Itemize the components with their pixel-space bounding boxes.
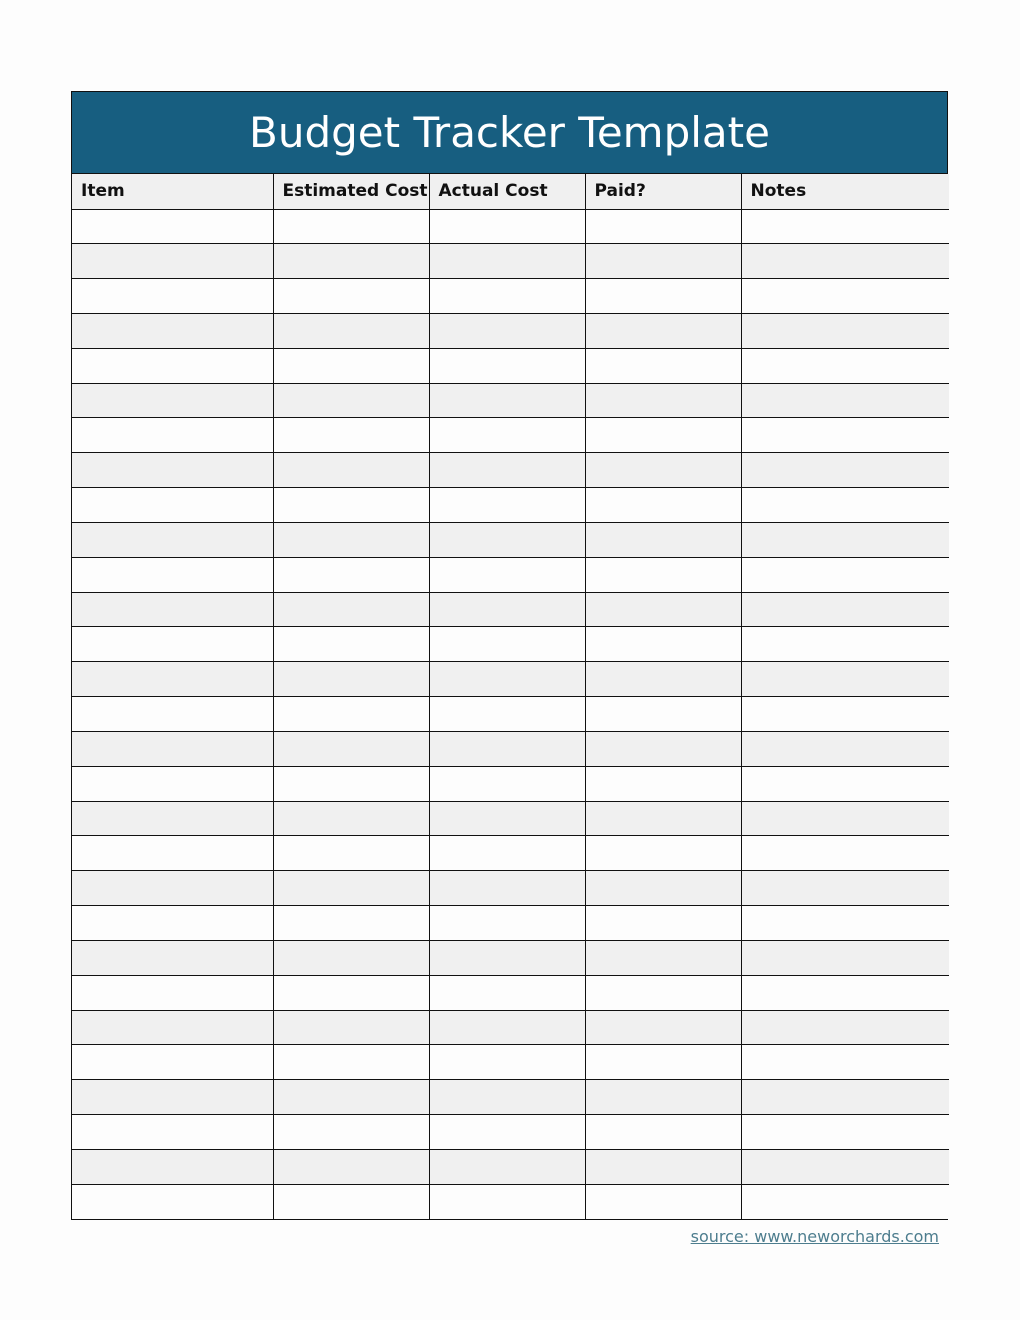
cell-actual-cost[interactable] — [429, 418, 585, 453]
cell-actual-cost[interactable] — [429, 383, 585, 418]
cell-paid[interactable] — [585, 1045, 741, 1080]
cell-paid[interactable] — [585, 766, 741, 801]
cell-item[interactable] — [72, 1080, 273, 1115]
cell-paid[interactable] — [585, 1080, 741, 1115]
cell-paid[interactable] — [585, 279, 741, 314]
cell-notes[interactable] — [741, 975, 949, 1010]
cell-paid[interactable] — [585, 836, 741, 871]
cell-estimated-cost[interactable] — [273, 488, 429, 523]
cell-notes[interactable] — [741, 557, 949, 592]
cell-notes[interactable] — [741, 453, 949, 488]
cell-notes[interactable] — [741, 383, 949, 418]
cell-actual-cost[interactable] — [429, 1080, 585, 1115]
cell-paid[interactable] — [585, 662, 741, 697]
cell-estimated-cost[interactable] — [273, 697, 429, 732]
cell-item[interactable] — [72, 801, 273, 836]
cell-actual-cost[interactable] — [429, 488, 585, 523]
cell-paid[interactable] — [585, 383, 741, 418]
cell-estimated-cost[interactable] — [273, 1115, 429, 1150]
cell-actual-cost[interactable] — [429, 453, 585, 488]
cell-paid[interactable] — [585, 313, 741, 348]
cell-paid[interactable] — [585, 627, 741, 662]
cell-estimated-cost[interactable] — [273, 1045, 429, 1080]
cell-actual-cost[interactable] — [429, 836, 585, 871]
cell-notes[interactable] — [741, 1010, 949, 1045]
cell-actual-cost[interactable] — [429, 1115, 585, 1150]
cell-paid[interactable] — [585, 1184, 741, 1219]
cell-paid[interactable] — [585, 488, 741, 523]
cell-estimated-cost[interactable] — [273, 209, 429, 244]
cell-actual-cost[interactable] — [429, 244, 585, 279]
table-row — [72, 697, 949, 732]
cell-estimated-cost[interactable] — [273, 557, 429, 592]
table-row — [72, 348, 949, 383]
cell-item[interactable] — [72, 662, 273, 697]
cell-notes[interactable] — [741, 662, 949, 697]
cell-item[interactable] — [72, 1115, 273, 1150]
cell-actual-cost[interactable] — [429, 801, 585, 836]
table-header-row — [72, 174, 949, 209]
cell-estimated-cost[interactable] — [273, 1080, 429, 1115]
cell-estimated-cost[interactable] — [273, 1010, 429, 1045]
cell-actual-cost[interactable] — [429, 348, 585, 383]
cell-item[interactable] — [72, 348, 273, 383]
cell-actual-cost[interactable] — [429, 731, 585, 766]
table-row — [72, 522, 949, 557]
cell-actual-cost[interactable] — [429, 940, 585, 975]
cell-notes[interactable] — [741, 836, 949, 871]
cell-paid[interactable] — [585, 348, 741, 383]
cell-item[interactable] — [72, 836, 273, 871]
cell-item[interactable] — [72, 453, 273, 488]
cell-estimated-cost[interactable] — [273, 662, 429, 697]
cell-actual-cost[interactable] — [429, 1149, 585, 1184]
cell-item[interactable] — [72, 557, 273, 592]
table-row — [72, 488, 949, 523]
cell-notes[interactable] — [741, 348, 949, 383]
cell-actual-cost[interactable] — [429, 906, 585, 941]
cell-item[interactable] — [72, 488, 273, 523]
cell-estimated-cost[interactable] — [273, 418, 429, 453]
cell-item[interactable] — [72, 697, 273, 732]
cell-paid[interactable] — [585, 697, 741, 732]
cell-actual-cost[interactable] — [429, 592, 585, 627]
cell-notes[interactable] — [741, 906, 949, 941]
cell-notes[interactable] — [741, 522, 949, 557]
table-row — [72, 940, 949, 975]
cell-paid[interactable] — [585, 557, 741, 592]
column-header-actual-cost: Actual Cost — [429, 174, 585, 209]
cell-estimated-cost[interactable] — [273, 244, 429, 279]
cell-notes[interactable] — [741, 697, 949, 732]
cell-actual-cost[interactable] — [429, 279, 585, 314]
table-row — [72, 906, 949, 941]
table-row — [72, 418, 949, 453]
cell-estimated-cost[interactable] — [273, 522, 429, 557]
column-header-item: Item — [72, 174, 273, 209]
cell-item[interactable] — [72, 975, 273, 1010]
table-row — [72, 383, 949, 418]
cell-estimated-cost[interactable] — [273, 592, 429, 627]
source-link[interactable]: source: www.neworchards.com — [690, 1227, 939, 1246]
table-row — [72, 1045, 949, 1080]
cell-item[interactable] — [72, 383, 273, 418]
cell-actual-cost[interactable] — [429, 1184, 585, 1219]
cell-estimated-cost[interactable] — [273, 383, 429, 418]
column-header-notes: Notes — [741, 174, 949, 209]
cell-item[interactable] — [72, 1045, 273, 1080]
cell-estimated-cost[interactable] — [273, 801, 429, 836]
cell-estimated-cost[interactable] — [273, 871, 429, 906]
cell-notes[interactable] — [741, 871, 949, 906]
cell-notes[interactable] — [741, 627, 949, 662]
cell-paid[interactable] — [585, 418, 741, 453]
table-body — [72, 209, 949, 1219]
cell-actual-cost[interactable] — [429, 627, 585, 662]
cell-paid[interactable] — [585, 906, 741, 941]
cell-estimated-cost[interactable] — [273, 975, 429, 1010]
cell-notes[interactable] — [741, 766, 949, 801]
cell-notes[interactable] — [741, 1045, 949, 1080]
column-header-paid: Paid? — [585, 174, 741, 209]
cell-estimated-cost[interactable] — [273, 453, 429, 488]
cell-paid[interactable] — [585, 453, 741, 488]
cell-actual-cost[interactable] — [429, 1010, 585, 1045]
cell-actual-cost[interactable] — [429, 522, 585, 557]
cell-estimated-cost[interactable] — [273, 940, 429, 975]
cell-estimated-cost[interactable] — [273, 1149, 429, 1184]
cell-paid[interactable] — [585, 940, 741, 975]
cell-estimated-cost[interactable] — [273, 348, 429, 383]
cell-estimated-cost[interactable] — [273, 836, 429, 871]
cell-notes[interactable] — [741, 244, 949, 279]
page-title: Budget Tracker Template — [72, 92, 947, 174]
cell-item[interactable] — [72, 522, 273, 557]
table-row — [72, 766, 949, 801]
cell-estimated-cost[interactable] — [273, 766, 429, 801]
cell-notes[interactable] — [741, 313, 949, 348]
cell-actual-cost[interactable] — [429, 766, 585, 801]
table-row — [72, 279, 949, 314]
cell-item[interactable] — [72, 313, 273, 348]
cell-actual-cost[interactable] — [429, 1045, 585, 1080]
table-row — [72, 209, 949, 244]
cell-item[interactable] — [72, 209, 273, 244]
table-row — [72, 592, 949, 627]
table-row — [72, 453, 949, 488]
cell-notes[interactable] — [741, 1149, 949, 1184]
table-row — [72, 557, 949, 592]
cell-item[interactable] — [72, 940, 273, 975]
cell-item[interactable] — [72, 1184, 273, 1219]
cell-notes[interactable] — [741, 488, 949, 523]
table-row — [72, 1149, 949, 1184]
table-row — [72, 1080, 949, 1115]
cell-notes[interactable] — [741, 731, 949, 766]
table-row — [72, 627, 949, 662]
table-row — [72, 975, 949, 1010]
cell-paid[interactable] — [585, 592, 741, 627]
cell-paid[interactable] — [585, 1010, 741, 1045]
table-row — [72, 1115, 949, 1150]
cell-paid[interactable] — [585, 244, 741, 279]
cell-actual-cost[interactable] — [429, 871, 585, 906]
cell-item[interactable] — [72, 244, 273, 279]
cell-actual-cost[interactable] — [429, 209, 585, 244]
cell-paid[interactable] — [585, 975, 741, 1010]
cell-estimated-cost[interactable] — [273, 627, 429, 662]
cell-notes[interactable] — [741, 279, 949, 314]
cell-actual-cost[interactable] — [429, 313, 585, 348]
budget-table — [72, 174, 949, 1219]
cell-item[interactable] — [72, 871, 273, 906]
cell-actual-cost[interactable] — [429, 557, 585, 592]
cell-notes[interactable] — [741, 209, 949, 244]
cell-item[interactable] — [72, 418, 273, 453]
cell-item[interactable] — [72, 731, 273, 766]
cell-item[interactable] — [72, 1149, 273, 1184]
budget-tracker-sheet — [71, 91, 948, 1220]
cell-notes[interactable] — [741, 940, 949, 975]
cell-actual-cost[interactable] — [429, 975, 585, 1010]
cell-notes[interactable] — [741, 418, 949, 453]
table-row — [72, 836, 949, 871]
cell-paid[interactable] — [585, 1149, 741, 1184]
table-row — [72, 313, 949, 348]
cell-paid[interactable] — [585, 1115, 741, 1150]
table-row — [72, 244, 949, 279]
cell-notes[interactable] — [741, 1080, 949, 1115]
table-row — [72, 1010, 949, 1045]
table-row — [72, 662, 949, 697]
cell-item[interactable] — [72, 627, 273, 662]
cell-paid[interactable] — [585, 801, 741, 836]
cell-notes[interactable] — [741, 801, 949, 836]
cell-estimated-cost[interactable] — [273, 313, 429, 348]
cell-paid[interactable] — [585, 209, 741, 244]
cell-actual-cost[interactable] — [429, 697, 585, 732]
table-row — [72, 1184, 949, 1219]
cell-estimated-cost[interactable] — [273, 906, 429, 941]
table-row — [72, 801, 949, 836]
cell-item[interactable] — [72, 766, 273, 801]
cell-item[interactable] — [72, 906, 273, 941]
cell-item[interactable] — [72, 1010, 273, 1045]
table-row — [72, 871, 949, 906]
cell-notes[interactable] — [741, 1184, 949, 1219]
cell-notes[interactable] — [741, 1115, 949, 1150]
table-row — [72, 731, 949, 766]
cell-paid[interactable] — [585, 522, 741, 557]
cell-item[interactable] — [72, 592, 273, 627]
cell-actual-cost[interactable] — [429, 662, 585, 697]
cell-notes[interactable] — [741, 592, 949, 627]
cell-item[interactable] — [72, 279, 273, 314]
column-header-estimated-cost: Estimated Cost — [273, 174, 429, 209]
cell-estimated-cost[interactable] — [273, 1184, 429, 1219]
cell-estimated-cost[interactable] — [273, 279, 429, 314]
cell-paid[interactable] — [585, 871, 741, 906]
cell-estimated-cost[interactable] — [273, 731, 429, 766]
cell-paid[interactable] — [585, 731, 741, 766]
